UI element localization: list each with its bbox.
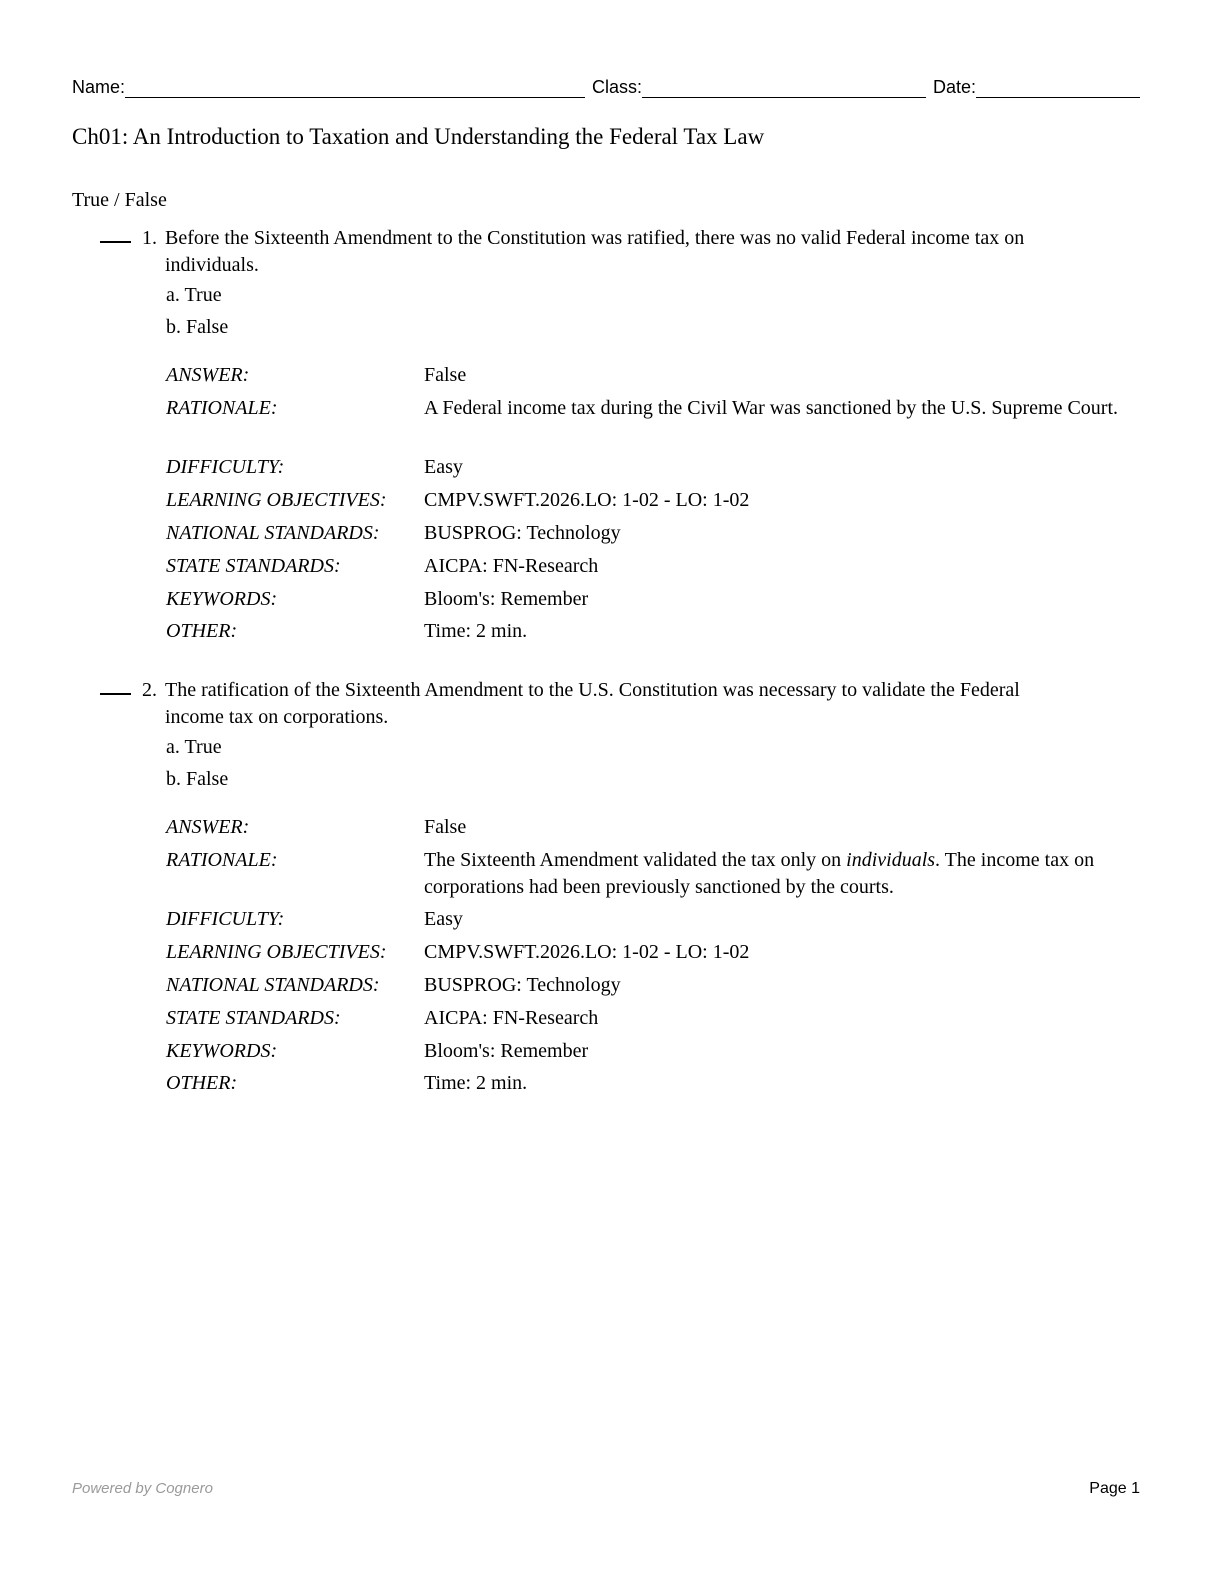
- student-info-header: [72, 72, 1140, 98]
- class-label: Class:: [592, 77, 643, 97]
- choice-b: b. False: [166, 316, 229, 338]
- meta-value: Easy: [424, 456, 463, 478]
- question-number: 2.: [142, 679, 157, 701]
- question-text-line1: The ratification of the Sixteenth Amendment to the U.S. Constitution was necessary to validate the Federal: [165, 679, 1020, 701]
- answer-blank: [100, 241, 131, 243]
- meta-value: CMPV.SWFT.2026.LO: 1-02 - LO: 1-02: [424, 941, 750, 963]
- chapter-title: Ch01: An Introduction to Taxation and Understanding the Federal Tax Law: [72, 124, 765, 149]
- meta-key: OTHER:: [166, 620, 238, 642]
- meta-key: DIFFICULTY:: [166, 908, 285, 930]
- question-number: 1.: [142, 227, 157, 249]
- meta-key: ANSWER:: [166, 364, 250, 386]
- rationale-text-end: . The income tax on corporations had been previously sanctioned by the courts.: [424, 849, 1095, 898]
- meta-value: A Federal income tax during the Civil War was sanctioned by the U.S. Supreme Court.: [424, 397, 1119, 419]
- rationale-text-start: The Sixteenth Amendment validated the tax only on: [424, 849, 847, 871]
- meta-value: Time: 2 min.: [424, 1072, 528, 1094]
- meta-key: NATIONAL STANDARDS:: [166, 522, 380, 544]
- meta-value: False: [424, 816, 467, 838]
- meta-key: ANSWER:: [166, 816, 250, 838]
- meta-value: False: [424, 364, 467, 386]
- question-text-line1: Before the Sixteenth Amendment to the Constitution was ratified, there was no valid Federal income tax on: [165, 227, 1025, 249]
- choice-a: a. True: [166, 736, 222, 758]
- meta-key: LEARNING OBJECTIVES:: [166, 489, 387, 511]
- meta-value: CMPV.SWFT.2026.LO: 1-02 - LO: 1-02: [424, 489, 750, 511]
- meta-key: OTHER:: [166, 1072, 238, 1094]
- powered-by-footer: Powered by Cognero: [72, 1480, 213, 1497]
- meta-key: KEYWORDS:: [166, 1040, 278, 1062]
- meta-key: NATIONAL STANDARDS:: [166, 974, 380, 996]
- meta-value: [424, 847, 1139, 901]
- date-blank-line: [976, 75, 1140, 98]
- meta-key: STATE STANDARDS:: [166, 1007, 341, 1029]
- meta-value: Bloom's: Remember: [424, 1040, 589, 1062]
- choice-a: a. True: [166, 284, 222, 306]
- question-text-line2: income tax on corporations.: [165, 706, 389, 728]
- meta-value: AICPA: FN-Research: [424, 555, 599, 577]
- meta-key: RATIONALE:: [166, 849, 278, 871]
- meta-value: Easy: [424, 908, 463, 930]
- meta-value: AICPA: FN-Research: [424, 1007, 599, 1029]
- date-label: Date:: [933, 77, 977, 97]
- meta-value: BUSPROG: Technology: [424, 522, 621, 544]
- meta-value: Bloom's: Remember: [424, 588, 589, 610]
- meta-value: BUSPROG: Technology: [424, 974, 621, 996]
- page-number: Page 1: [1089, 1480, 1140, 1497]
- choice-b: b. False: [166, 768, 229, 790]
- question-text-line2: individuals.: [165, 254, 259, 276]
- meta-key: KEYWORDS:: [166, 588, 278, 610]
- name-label: Name:: [72, 77, 126, 97]
- meta-value: Time: 2 min.: [424, 620, 528, 642]
- meta-key: RATIONALE:: [166, 397, 278, 419]
- meta-key: LEARNING OBJECTIVES:: [166, 941, 387, 963]
- name-blank-line: [125, 75, 585, 98]
- section-heading: True / False: [72, 189, 167, 211]
- meta-key: DIFFICULTY:: [166, 456, 285, 478]
- class-blank-line: [642, 75, 926, 98]
- rationale-emphasis: individuals: [846, 849, 936, 871]
- answer-blank: [100, 693, 131, 695]
- meta-key: STATE STANDARDS:: [166, 555, 341, 577]
